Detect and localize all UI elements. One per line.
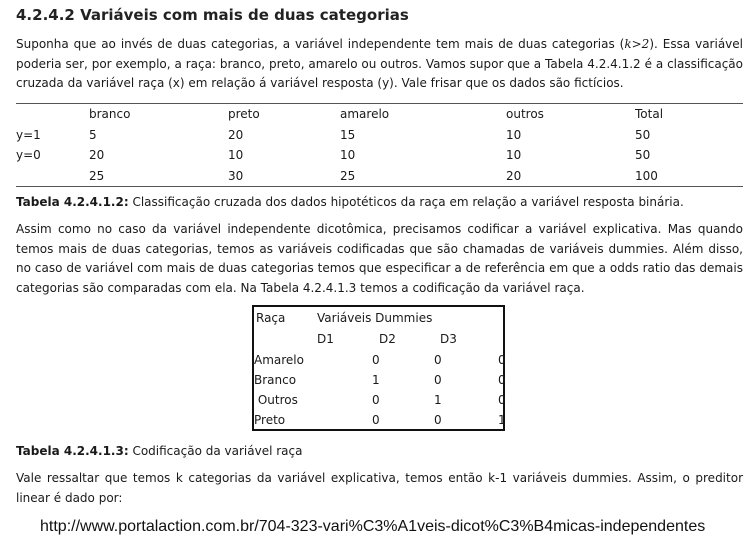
table-subheader-cell: D2 — [379, 332, 396, 346]
table-row-label: Preto — [254, 413, 286, 427]
table-cell: 10 — [506, 127, 522, 142]
table-cell: 0 — [372, 393, 380, 407]
table-header-cell: branco — [89, 107, 131, 121]
intro-text-a: Suponha que ao invés de duas categorias, a variável independente tem mais de duas categorias ( — [16, 37, 625, 51]
table-subheader-cell: D3 — [440, 332, 457, 346]
crosstab-table — [16, 103, 743, 187]
closing-paragraph: Vale ressaltar que temos k categorias da variável explicativa, temos então k-1 variáveis dummies. Assim, o preditor linear é dado por: — [16, 471, 743, 505]
table-cell: 1 — [498, 413, 506, 427]
table-cell: 10 — [506, 148, 522, 162]
table-cell: y=0 — [16, 148, 41, 162]
body-paragraph: Assim como no caso da variável independente dicotômica, precisamos codificar a variável explicativa. Mas quando temos mais de duas categorias, temos as variáveis codificadas que são chamadas de variáveis dummies. Além disso, no caso de variável com mais de duas categorias temos que especificar a de referência em que a odds ratio das demais categorias são comparadas com ela. Na Tabela 4.2.4.1.3 temos a codificação da variável raça. — [16, 222, 743, 295]
table-cell: 50 — [635, 127, 651, 142]
table-header-row — [16, 104, 743, 125]
table-header-cell: amarelo — [340, 107, 390, 121]
dummy-coding-table — [252, 305, 505, 431]
table-cell: 20 — [89, 148, 105, 162]
caption-label: Tabela 4.2.4.1.2: — [16, 195, 129, 209]
table-cell: 0 — [434, 413, 442, 427]
table-cell: 30 — [228, 168, 244, 183]
table-cell: 15 — [340, 127, 356, 142]
table-row — [16, 125, 743, 146]
table-cell: 100 — [635, 168, 658, 183]
table-cell: 0 — [498, 393, 506, 407]
table-header-cell: preto — [228, 107, 260, 121]
table-cell: 20 — [506, 168, 522, 183]
table-cell: 25 — [340, 168, 356, 183]
table-caption-2 — [16, 444, 302, 458]
table-cell: 0 — [498, 373, 506, 387]
table-cell: 10 — [340, 148, 356, 162]
caption-text: Classificação cruzada dos dados hipotéticos da raça em relação a variável resposta binária. — [128, 195, 684, 209]
caption-label: Tabela 4.2.4.1.3: — [16, 444, 129, 458]
table-row — [16, 145, 743, 166]
caption-text: Codificação da variável raça — [128, 444, 303, 458]
table-caption-1 — [16, 195, 684, 209]
source-url: http://www.portalaction.com.br/704-323-vari%C3%A1veis-dicot%C3%B4micas-independentes — [40, 518, 706, 535]
table-cell: 0 — [372, 353, 380, 367]
intro-paragraph — [16, 35, 743, 94]
table-cell: 1 — [372, 373, 380, 387]
math-k-gt-2: k>2 — [624, 37, 650, 51]
table-cell: 0 — [434, 373, 442, 387]
table-header-cell: Raça — [256, 311, 286, 325]
table-cell: 10 — [228, 148, 244, 162]
intro-text-b: ). Essa variável poderia ser, por exemplo, a raça: branco, preto, amarelo ou outros. Vamos supor que a Tabela 4.2.4.1.2 é a classificação cruzada da variável raça (x) em relação á variável resposta (y). Vale frisar que os dados são fictícios. — [16, 37, 743, 90]
table-cell: 50 — [635, 148, 651, 162]
table-header-cell: outros — [506, 107, 544, 121]
table-row-label: Amarelo — [254, 353, 304, 367]
table-header-cell: Variáveis Dummies — [317, 311, 433, 325]
table-header-cell: Total — [635, 107, 664, 121]
table-cell: 0 — [434, 353, 442, 367]
table-cell: y=1 — [16, 127, 41, 142]
table-cell: 1 — [434, 393, 442, 407]
section-heading: 4.2.4.2 Variáveis com mais de duas categorias — [16, 6, 409, 24]
table-total-row — [16, 166, 743, 188]
table-row-label: Outros — [254, 393, 298, 407]
table-cell: 0 — [372, 413, 380, 427]
table-cell: 25 — [89, 168, 105, 183]
table-cell: 0 — [498, 353, 506, 367]
table-row-label: Branco — [254, 373, 297, 387]
table-cell: 20 — [228, 127, 244, 142]
table-subheader-cell: D1 — [317, 332, 334, 346]
table-cell: 5 — [89, 127, 97, 142]
